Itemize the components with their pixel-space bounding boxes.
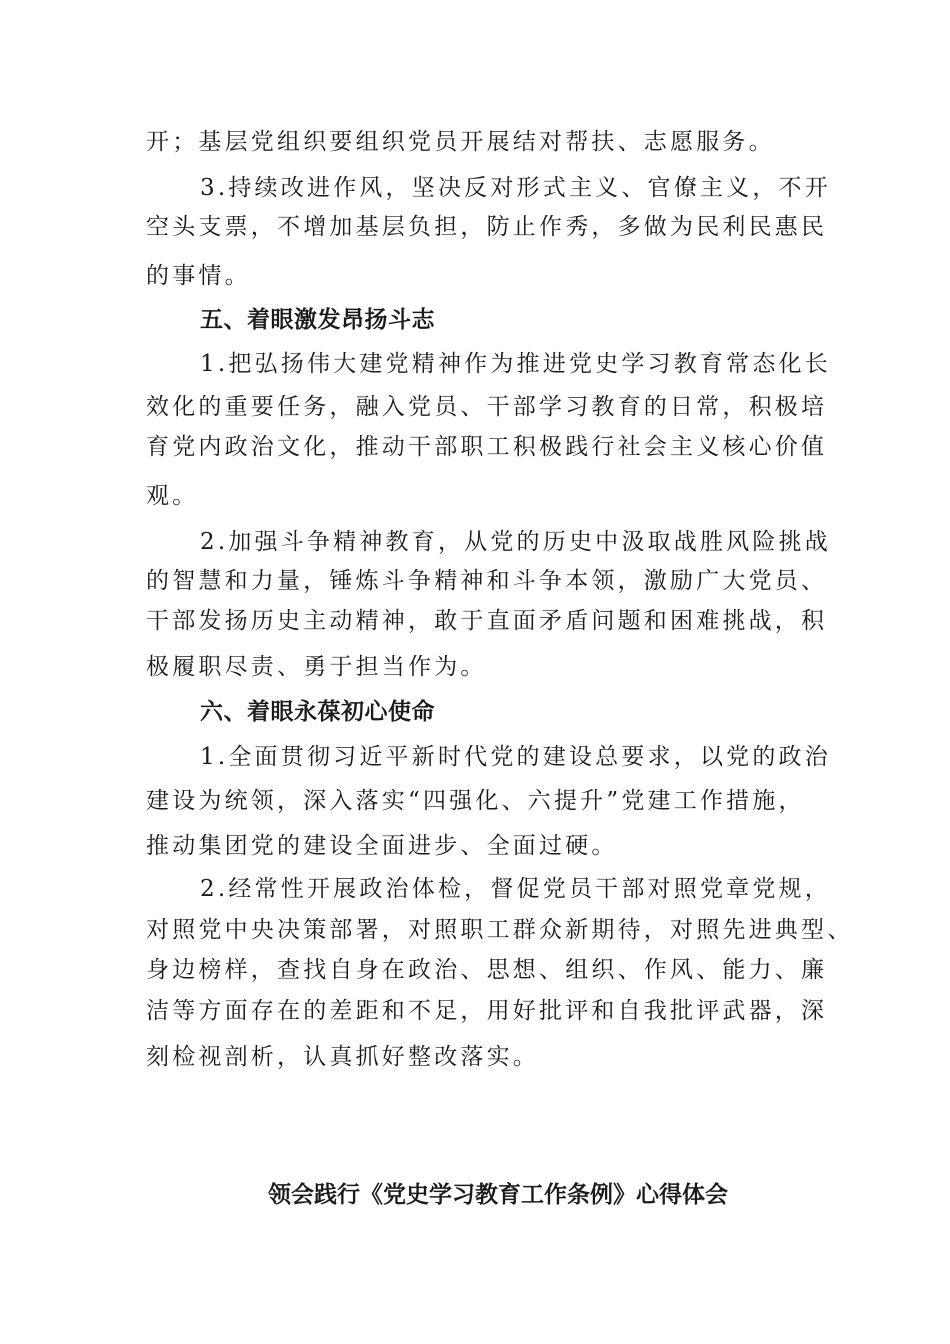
- body-text-line: 的智慧和力量，锤炼斗争精神和斗争本领，激励广大党员、: [146, 568, 828, 594]
- body-text-line: 干部发扬历史主动精神，敢于直面矛盾问题和困难挑战，积: [146, 608, 828, 634]
- section-heading: 六、着眼永葆初心使命: [200, 699, 435, 725]
- body-text-line: 极履职尽责、勇于担当作为。: [146, 654, 487, 680]
- body-text-line: 对照党中央决策部署，对照职工群众新期待，对照先进典型、: [146, 917, 854, 943]
- body-text-line: 洁等方面存在的差距和不足，用好批评和自我批评武器，深: [146, 998, 828, 1024]
- section-heading: 五、着眼激发昂扬斗志: [200, 307, 435, 333]
- body-text-line: 观。: [146, 483, 199, 509]
- body-text-line: 开；基层党组织要组织党员开展结对帮扶、志愿服务。: [146, 129, 775, 155]
- body-text-line: 刻检视剖析，认真抓好整改落实。: [146, 1044, 539, 1070]
- body-text-line: 建设为统领，深入落实“四强化、六提升”党建工作措施，: [146, 788, 805, 814]
- body-text-line: 1.把弘扬伟大建党精神作为推进党史学习教育常态化长: [200, 351, 831, 377]
- body-text-line: 2.加强斗争精神教育，从党的历史中汲取战胜风险挑战: [200, 529, 831, 555]
- body-text-line: 身边榜样，查找自身在政治、思想、组织、作风、能力、廉: [146, 957, 828, 983]
- body-text-line: 推动集团党的建设全面进步、全面过硬。: [146, 833, 618, 859]
- body-text-line: 3.持续改进作风，坚决反对形式主义、官僚主义，不开: [200, 175, 831, 201]
- next-article-title: 领会践行《党史学习教育工作条例》心得体会: [268, 1182, 728, 1208]
- body-text-line: 育党内政治文化，推动干部职工积极践行社会主义核心价值: [146, 434, 828, 460]
- body-text-line: 1.全面贯彻习近平新时代党的建设总要求，以党的政治: [200, 744, 831, 770]
- body-text-line: 效化的重要任务，融入党员、干部学习教育的日常，积极培: [146, 394, 828, 420]
- body-text-line: 2.经常性开展政治体检，督促党员干部对照党章党规，: [200, 876, 831, 902]
- body-text-line: 空头支票，不增加基层负担，防止作秀，多做为民利民惠民: [146, 214, 828, 240]
- body-text-line: 的事情。: [146, 263, 251, 289]
